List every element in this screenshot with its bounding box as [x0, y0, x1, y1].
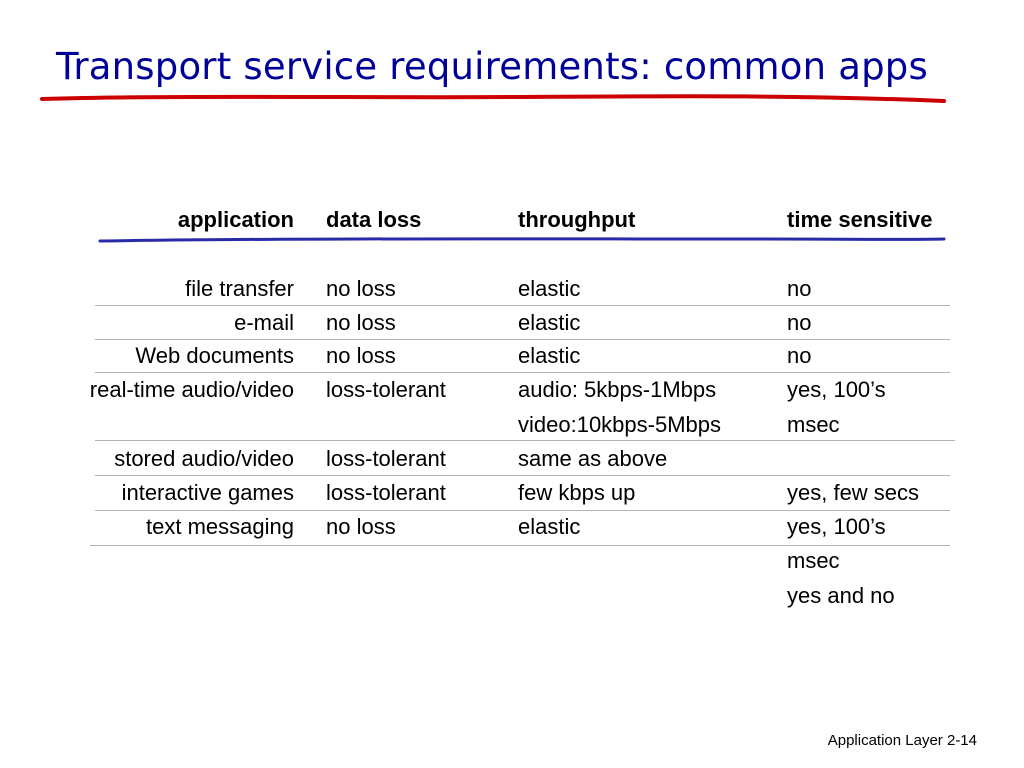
row-2-application: e-mail	[234, 310, 294, 335]
row-1-time-sensitive: no	[787, 276, 812, 301]
row-divider	[95, 372, 950, 373]
row-7-throughput: elastic	[518, 514, 581, 539]
row-6-time-sensitive: yes, few secs	[787, 480, 920, 505]
row-7-time-sensitive-line-3: yes and no	[787, 583, 895, 608]
row-5-data-loss: loss-tolerant	[326, 446, 446, 471]
row-5-application: stored audio/video	[114, 446, 294, 471]
row-7-application: text messaging	[146, 514, 294, 539]
header-application: application	[177, 207, 294, 232]
row-2-time-sensitive: no	[787, 310, 812, 335]
header-throughput: throughput	[518, 207, 636, 232]
row-1-application: file transfer	[185, 276, 294, 301]
row-3-data-loss: no loss	[326, 343, 396, 368]
row-5-throughput: same as above	[518, 446, 668, 471]
row-divider	[95, 510, 950, 511]
slide-footer: Application Layer 2-14	[827, 732, 977, 749]
row-1-throughput: elastic	[518, 276, 581, 301]
header-data-loss: data loss	[326, 207, 422, 232]
row-3-application: Web documents	[135, 343, 294, 368]
row-3-throughput: elastic	[518, 343, 581, 368]
title-underline	[38, 89, 950, 107]
row-4-throughput-line-2: video:10kbps-5Mbps	[518, 412, 722, 437]
row-divider	[90, 545, 950, 546]
header-underline	[98, 235, 948, 245]
row-6-throughput: few kbps up	[518, 480, 636, 505]
row-divider	[95, 339, 950, 340]
row-4-time-sensitive: yes, 100’s	[787, 377, 886, 402]
header-time-sensitive: time sensitive	[787, 207, 933, 232]
row-4-data-loss: loss-tolerant	[326, 377, 446, 402]
row-7-time-sensitive: yes, 100’s	[787, 514, 886, 539]
row-7-data-loss: no loss	[326, 514, 396, 539]
row-divider	[95, 440, 955, 441]
row-7-time-sensitive-line-2: msec	[787, 548, 840, 573]
row-6-data-loss: loss-tolerant	[326, 480, 446, 505]
slide-title: Transport service requirements: common apps	[56, 45, 928, 88]
row-3-time-sensitive: no	[787, 343, 812, 368]
row-4-time-sensitive-line-2: msec	[787, 412, 840, 437]
row-6-application: interactive games	[121, 480, 294, 505]
row-2-throughput: elastic	[518, 310, 581, 335]
row-2-data-loss: no loss	[326, 310, 396, 335]
row-divider	[95, 475, 950, 476]
row-4-throughput: audio: 5kbps-1Mbps	[518, 377, 717, 402]
row-divider	[95, 305, 950, 306]
row-4-application: real-time audio/video	[89, 377, 294, 402]
row-1-data-loss: no loss	[326, 276, 396, 301]
